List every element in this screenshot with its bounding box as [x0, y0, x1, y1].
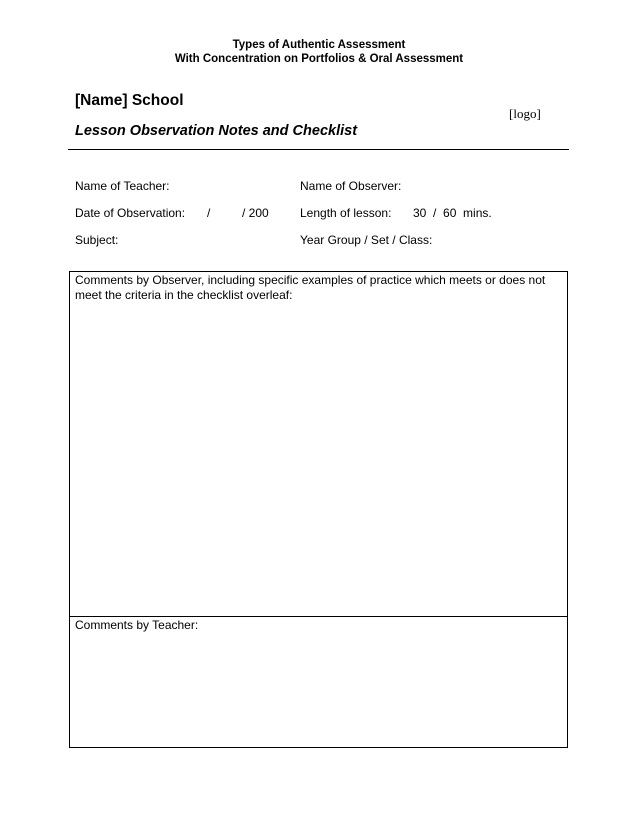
date-separator-1: / [207, 206, 211, 220]
observer-comments-label: Comments by Observer, including specific examples of practice which meets or does not meet the criteria in the checklist overleaf: [75, 273, 546, 302]
lesson-length-label: Length of lesson: [300, 206, 392, 220]
school-name: [Name] School [75, 92, 184, 109]
observation-date-label: Date of Observation: [75, 206, 186, 220]
observer-name-label: Name of Observer: [300, 179, 402, 193]
teacher-comments-label: Comments by Teacher: [75, 618, 199, 632]
lesson-length-options: 30 / 60 mins. [413, 206, 492, 220]
document-header [0, 38, 638, 66]
logo-placeholder: [logo] [509, 106, 541, 121]
document-title: Lesson Observation Notes and Checklist [75, 123, 358, 139]
teacher-name-label: Name of Teacher: [75, 179, 170, 193]
header-line-2: With Concentration on Portfolios & Oral Assessment [174, 53, 464, 65]
title-divider [68, 149, 569, 150]
header-line-1: Types of Authentic Assessment [232, 39, 406, 51]
subject-label: Subject: [75, 233, 119, 247]
year-group-label: Year Group / Set / Class: [300, 233, 433, 247]
teacher-comments-box[interactable] [69, 616, 568, 748]
date-separator-2: / 200 [242, 206, 269, 220]
observer-comments-box[interactable] [69, 271, 568, 617]
